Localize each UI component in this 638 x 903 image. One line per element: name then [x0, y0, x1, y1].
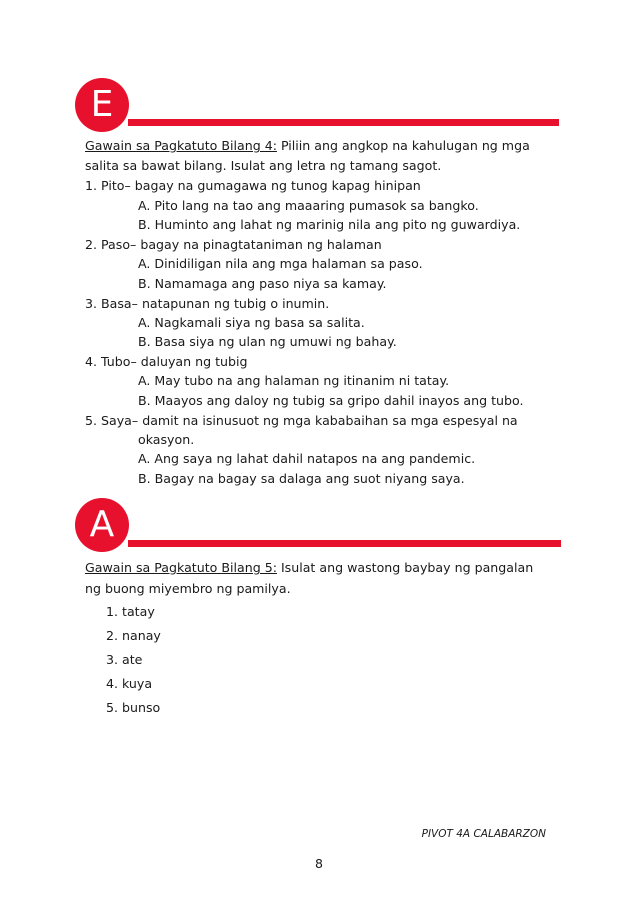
item-question: 1. Pito– bagay na gumagawa ng tunog kapag hinipan: [85, 178, 421, 193]
item-question: 5. Saya– damit na isinusuot ng mga kababaihan sa mga espesyal na: [85, 413, 518, 428]
list-item: 3. ate: [106, 652, 143, 667]
item-choice: B. Bagay na bagay sa dalaga ang suot niyang saya.: [138, 471, 465, 486]
section-rule: [128, 119, 559, 126]
list-item: 2. nanay: [106, 628, 161, 643]
item-question: 2. Paso– bagay na pinagtataniman ng halaman: [85, 237, 382, 252]
instruction-line: salita sa bawat bilang. Isulat ang letra ng tamang sagot.: [85, 158, 442, 173]
item-question: 4. Tubo– daluyan ng tubig: [85, 354, 248, 369]
instruction-line: ng buong miyembro ng pamilya.: [85, 581, 291, 596]
activity-heading: [85, 560, 533, 576]
section-badge: A: [75, 498, 129, 552]
item-question-continued: okasyon.: [138, 432, 195, 447]
page-number: 8: [315, 856, 323, 871]
section-badge: E: [75, 78, 129, 132]
activity-label: Gawain sa Pagkatuto Bilang 4:: [85, 138, 277, 153]
item-question: 3. Basa– natapunan ng tubig o inumin.: [85, 296, 330, 311]
section-rule: [128, 540, 561, 547]
item-choice: A. Dinidiligan nila ang mga halaman sa paso.: [138, 256, 423, 271]
activity-instruction: Piliin ang angkop na kahulugan ng mga: [276, 138, 530, 153]
item-choice: B. Maayos ang daloy ng tubig sa gripo dahil inayos ang tubo.: [138, 393, 524, 408]
item-choice: A. Pito lang na tao ang maaaring pumasok sa bangko.: [138, 198, 479, 213]
item-choice: B. Namamaga ang paso niya sa kamay.: [138, 276, 387, 291]
activity-heading: [85, 138, 530, 154]
item-choice: A. Nagkamali siya ng basa sa salita.: [138, 315, 365, 330]
list-item: 4. kuya: [106, 676, 153, 691]
footer-label: PIVOT 4A CALABARZON: [421, 828, 546, 840]
item-choice: A. Ang saya ng lahat dahil natapos na ang pandemic.: [138, 451, 476, 466]
item-choice: B. Basa siya ng ulan ng umuwi ng bahay.: [138, 334, 397, 349]
activity-instruction: Isulat ang wastong baybay ng pangalan: [276, 560, 534, 575]
item-choice: A. May tubo na ang halaman ng itinanim ni tatay.: [138, 373, 450, 388]
activity-label: Gawain sa Pagkatuto Bilang 5:: [85, 560, 277, 575]
item-choice: B. Huminto ang lahat ng marinig nila ang pito ng guwardiya.: [138, 217, 521, 232]
list-item: 1. tatay: [106, 604, 155, 619]
list-item: 5. bunso: [106, 700, 161, 715]
